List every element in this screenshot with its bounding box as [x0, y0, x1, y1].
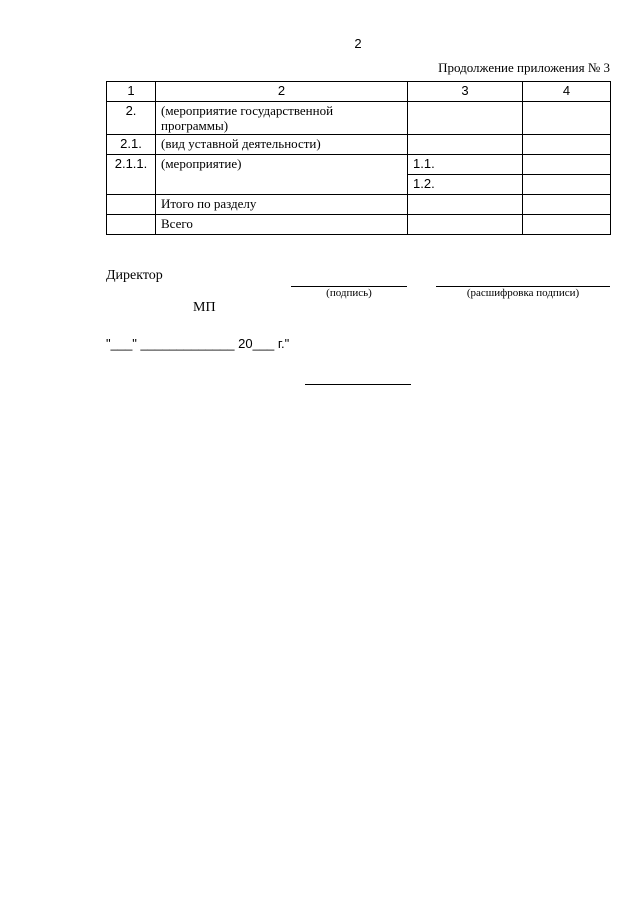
table-row [107, 135, 611, 155]
row-cell-3 [408, 215, 523, 235]
row-number: 2. [107, 102, 156, 135]
row-subtotal-label: Итого по разделу [156, 195, 408, 215]
row-cell-4 [523, 135, 611, 155]
row-number [107, 195, 156, 215]
row-description: (мероприятие) [156, 155, 408, 195]
row-subcode-2: 1.2. [408, 175, 523, 195]
row-number: 2.1. [107, 135, 156, 155]
table-row [107, 102, 611, 135]
stamp-label: МП [193, 300, 216, 315]
row-description: (мероприятие государственной программы) [156, 102, 408, 135]
row-subcode-1: 1.1. [408, 155, 523, 175]
row-cell-4 [523, 155, 611, 175]
row-cell-4 [523, 102, 611, 135]
row-cell-4 [523, 195, 611, 215]
row-number [107, 215, 156, 235]
header-col-3: 3 [408, 82, 523, 102]
header-col-4: 4 [523, 82, 611, 102]
row-cell-3 [408, 102, 523, 135]
row-total-label: Всего [156, 215, 408, 235]
program-table [106, 81, 611, 235]
appendix-continuation-note: Продолжение приложения № 3 [438, 60, 610, 75]
signature-transcript-caption: (расшифровка подписи) [466, 287, 580, 299]
director-label: Директор [106, 268, 163, 283]
table-row [107, 195, 611, 215]
header-col-1: 1 [107, 82, 156, 102]
table-row [107, 155, 611, 175]
table-row [107, 215, 611, 235]
row-cell-4 [523, 175, 611, 195]
table-header-row [107, 82, 611, 102]
row-number: 2.1.1. [107, 155, 156, 195]
signature-caption: (подпись) [326, 287, 372, 299]
row-cell-3 [408, 135, 523, 155]
date-line: "___" _____________ 20___ г." [106, 336, 290, 351]
header-col-2: 2 [156, 82, 408, 102]
end-divider [305, 384, 411, 385]
row-cell-4 [523, 215, 611, 235]
row-description: (вид уставной деятельности) [156, 135, 408, 155]
page-number: 2 [354, 36, 362, 51]
row-cell-3 [408, 195, 523, 215]
